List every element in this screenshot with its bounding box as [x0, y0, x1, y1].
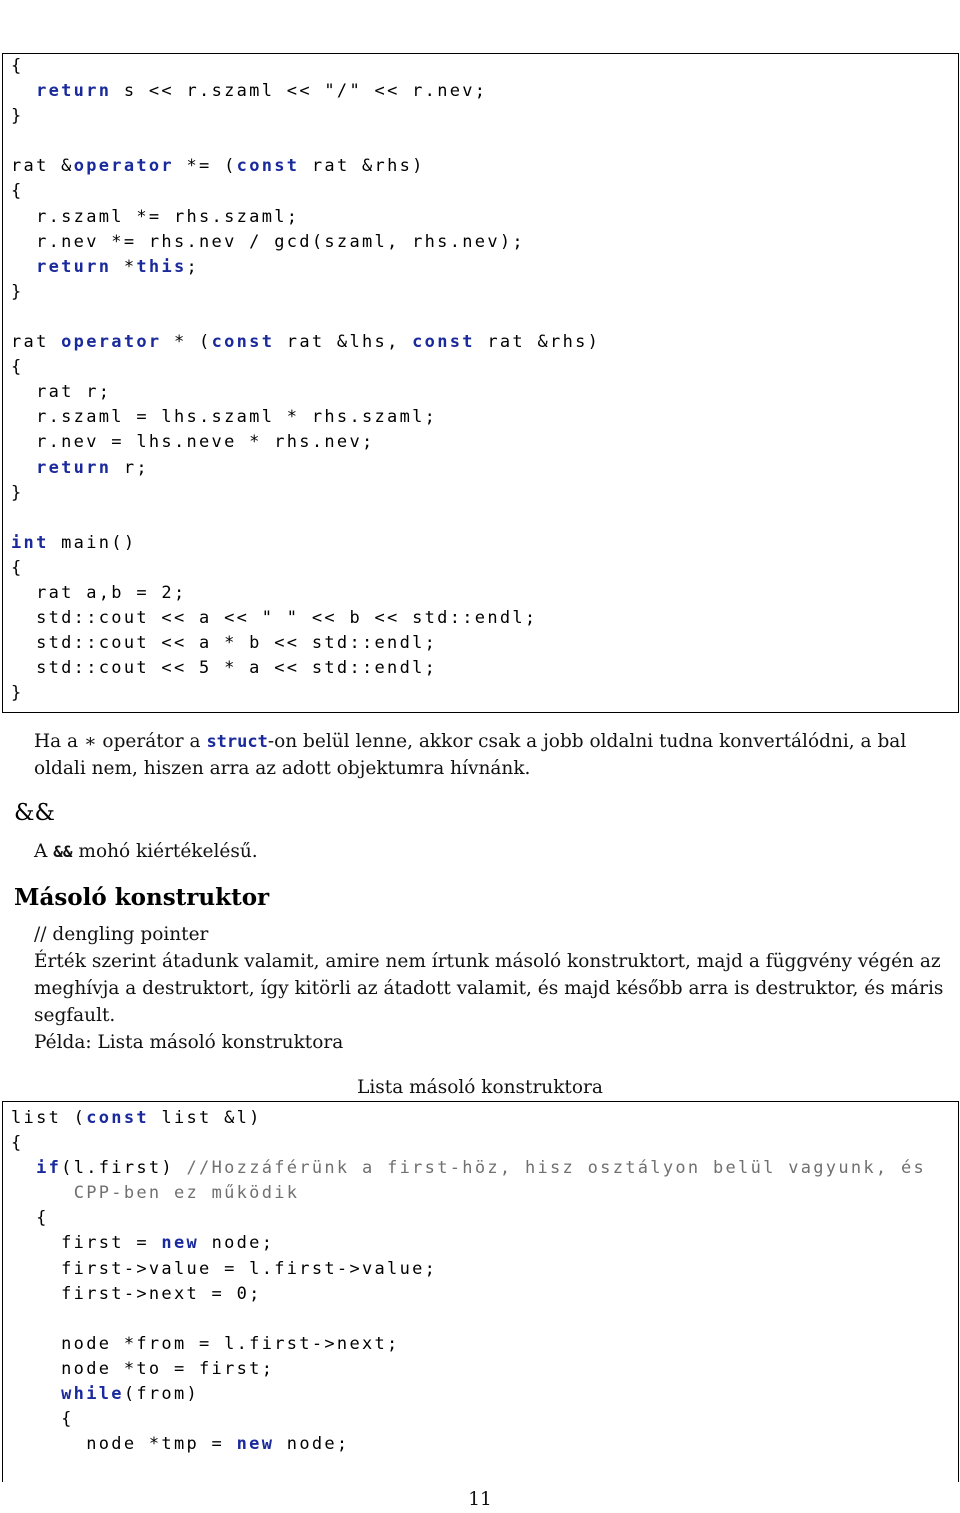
star-symbol: ∗ [83, 731, 97, 752]
code-keyword: return [36, 457, 112, 478]
code-keyword: int [11, 532, 49, 553]
code-line [11, 1282, 950, 1307]
paragraph-operator-note [34, 728, 906, 756]
code-line [11, 330, 950, 355]
code-line [11, 430, 950, 455]
code-keyword: new [236, 1434, 275, 1455]
paragraph-text: A [34, 841, 54, 862]
code-token: rat &rhs) [299, 156, 425, 177]
code-keyword: return [36, 256, 112, 277]
code-token: { [11, 56, 24, 76]
code-token: first->next = 0; [11, 1283, 262, 1304]
code-token: ; [186, 256, 200, 277]
code-token: node; [199, 1233, 275, 1254]
paragraph-text: -on belül lenne, akkor csak a jobb oldalni tudna konvertálódni, a bal [267, 731, 907, 752]
code-line [11, 456, 950, 481]
code-keyword: operator [61, 332, 162, 353]
paragraph-text: mohó kiértékelésű. [72, 841, 258, 862]
code-token [11, 257, 36, 277]
code-keyword: const [412, 332, 475, 353]
code-token [11, 1158, 36, 1178]
code-token [11, 81, 36, 101]
code-keyword: operator [73, 156, 174, 177]
code-line [11, 556, 950, 581]
code-token: { [11, 357, 24, 378]
code-keyword: if [36, 1158, 62, 1179]
code-line [11, 1307, 950, 1332]
code-line [11, 631, 950, 656]
code-line [11, 129, 950, 154]
code-line [11, 1382, 950, 1407]
code-token: first = [11, 1233, 162, 1254]
code-line [11, 1407, 950, 1432]
code-token: r.szaml = lhs.szaml * rhs.szaml; [11, 407, 438, 428]
example-label: Példa: Lista másoló konstruktora [34, 1032, 344, 1053]
code-line [11, 531, 950, 556]
code-token: node *to = first; [11, 1358, 275, 1379]
code-line [11, 154, 950, 179]
paragraph-line1: Érték szerint átadunk valamit, amire nem írtunk másoló konstruktort, majd a függvény végén az [34, 951, 941, 972]
code-token: node; [274, 1434, 350, 1455]
paragraph-text: Ha a [34, 731, 84, 752]
code-token: (from) [123, 1384, 200, 1405]
code-token: s << r.szaml << "/" << r.nev; [111, 81, 488, 102]
code-line [11, 656, 950, 681]
code-keyword: const [211, 332, 275, 353]
code-token [11, 1384, 61, 1404]
code-text [11, 54, 950, 706]
code-line [11, 104, 950, 129]
code-keyword: const [236, 156, 300, 177]
code-line [11, 1357, 950, 1382]
code-token: } [11, 281, 24, 302]
code-keyword: const [86, 1108, 149, 1128]
code-listing-operators [2, 53, 959, 713]
code-token: * ( [161, 332, 212, 353]
code-token: (l.first) [61, 1158, 187, 1179]
comment-line: // dengling pointer [34, 924, 209, 945]
code-line [11, 1432, 950, 1457]
code-comment: //Hozzáférünk a first-höz, hisz osztályon belül vagyunk, és [186, 1158, 927, 1179]
code-token: std::cout << 5 * a << std::endl; [11, 658, 438, 679]
code-line [11, 681, 950, 706]
code-line [11, 205, 950, 230]
code-line [11, 305, 950, 330]
code-token: { [11, 1409, 74, 1430]
inline-code-struct: struct [206, 732, 268, 752]
subsection-title: && [14, 800, 55, 826]
code-line [11, 1156, 950, 1181]
code-token: *= ( [173, 156, 237, 177]
code-token: node *tmp = [11, 1434, 237, 1455]
code-token: std::cout << a * b << std::endl; [11, 633, 438, 654]
code-token: r.nev *= rhs.nev / gcd(szaml, rhs.nev); [11, 231, 525, 252]
code-line [11, 380, 950, 405]
code-listing-copy-constructor [2, 1101, 959, 1482]
code-comment: CPP-ben ez működik [73, 1183, 300, 1204]
code-token: rat r; [11, 382, 112, 403]
paragraph-text-line2: oldali nem, hiszen arra az adott objektumra hívnánk. [34, 758, 531, 779]
code-token: { [11, 1208, 49, 1229]
listing-caption: Lista másoló konstruktora [357, 1077, 603, 1098]
code-text [11, 1106, 950, 1457]
code-line [11, 355, 950, 380]
code-line [11, 54, 950, 79]
code-keyword: while [61, 1384, 124, 1405]
code-token: r.szaml *= rhs.szaml; [11, 206, 300, 227]
code-token: rat a,b = 2; [11, 582, 187, 603]
code-token: rat &rhs) [474, 332, 601, 353]
code-token: } [11, 683, 24, 704]
code-token: { [11, 1133, 24, 1154]
code-line [11, 79, 950, 104]
code-keyword: return [36, 81, 112, 102]
code-line [11, 606, 950, 631]
code-line [11, 481, 950, 506]
code-token: main() [48, 532, 137, 553]
code-token: rat [11, 332, 62, 353]
code-token: { [11, 181, 24, 202]
paragraph-text: operátor a [96, 731, 207, 752]
code-line [11, 280, 950, 305]
code-token [11, 1183, 74, 1203]
code-line [11, 230, 950, 255]
code-line [11, 1106, 950, 1131]
code-token: first->value = l.first->value; [11, 1258, 438, 1279]
code-line [11, 1332, 950, 1357]
code-line [11, 1131, 950, 1156]
code-token [11, 458, 36, 478]
code-token: } [11, 482, 24, 503]
code-token: node *from = l.first->next; [11, 1333, 400, 1354]
andand-note [34, 838, 258, 865]
paragraph-line3: segfault. [34, 1005, 116, 1026]
code-token: list &l) [148, 1108, 262, 1128]
code-line [11, 506, 950, 531]
code-line [11, 179, 950, 204]
code-token: rat &lhs, [274, 332, 413, 353]
code-token: { [11, 557, 24, 578]
code-token: r; [111, 457, 149, 478]
section-title: Másoló konstruktor [14, 884, 270, 911]
code-line [11, 1206, 950, 1231]
code-line [11, 1181, 950, 1206]
code-token: rat & [11, 156, 74, 177]
code-keyword: this [136, 256, 187, 277]
code-line [11, 1231, 950, 1256]
code-token: list ( [11, 1108, 87, 1128]
code-keyword: new [161, 1233, 200, 1254]
code-token: r.nev = lhs.neve * rhs.nev; [11, 432, 375, 453]
code-line [11, 581, 950, 606]
code-line [11, 255, 950, 280]
code-token: * [111, 256, 137, 277]
paragraph-line2: meghívja a destruktort, így kitörli az átadott valamit, és majd később arra is destruktor, és máris [34, 978, 944, 999]
code-line [11, 405, 950, 430]
code-token: } [11, 106, 24, 127]
page-number: 11 [468, 1489, 492, 1510]
code-line [11, 1257, 950, 1282]
code-token: std::cout << a << " " << b << std::endl; [11, 608, 538, 629]
inline-code-andand: && [53, 842, 73, 861]
